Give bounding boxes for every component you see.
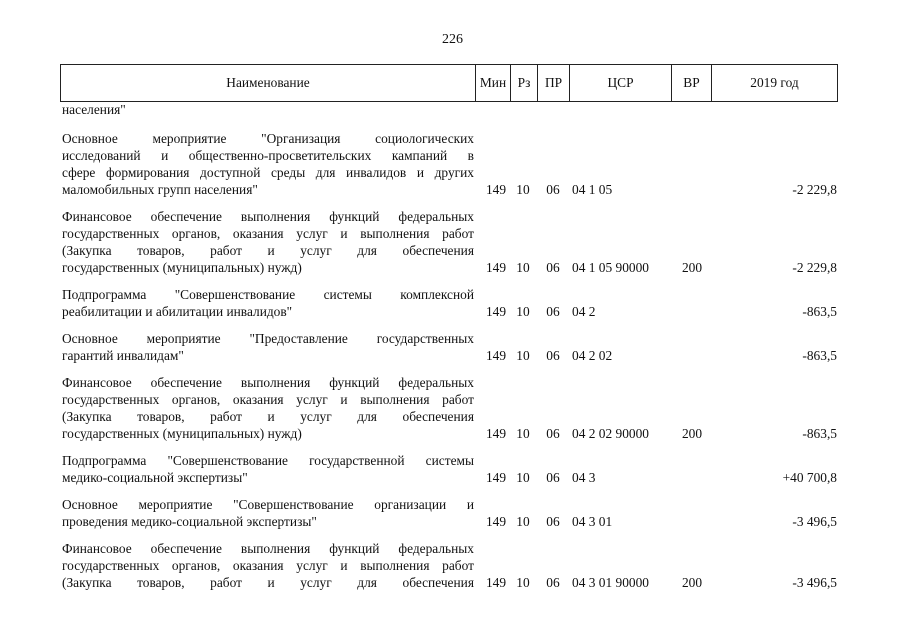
row-pr: 06 [546, 514, 560, 529]
row-amount: -2 229,8 [792, 182, 837, 197]
row-csr: 04 3 [572, 470, 596, 485]
row-name-line: Финансовое обеспечение выполнения функций федеральных [62, 209, 474, 224]
row-name-line: маломобильных групп населения" [62, 182, 258, 197]
row-min: 149 [485, 348, 507, 363]
row-pr: 06 [546, 575, 560, 590]
table-row [60, 208, 840, 276]
row-name-line: сфере формирования доступной среды для инвалидов и других [62, 165, 474, 180]
row-vr: 200 [681, 260, 703, 275]
row-name-line: проведения медико-социальной экспертизы" [62, 514, 317, 529]
row-min: 149 [485, 182, 507, 197]
row-name-line: Подпрограмма "Совершенствование государственной системы [62, 453, 474, 468]
row-vr: 200 [681, 426, 703, 441]
row-amount: -863,5 [802, 426, 837, 441]
table-body [60, 101, 840, 601]
row-csr: 04 1 05 [572, 182, 613, 197]
row-amount: -863,5 [802, 348, 837, 363]
row-name-line: государственных органов, оказания услуг и выполнения работ [62, 392, 474, 407]
row-rz: 10 [516, 575, 530, 590]
page-number: 226 [442, 32, 463, 47]
table-row [60, 330, 840, 364]
row-rz: 10 [516, 304, 530, 319]
row-pr: 06 [546, 470, 560, 485]
row-min: 149 [485, 575, 507, 590]
header-name: Наименование [61, 65, 476, 102]
row-amount: +40 700,8 [782, 470, 837, 485]
row-pr: 06 [546, 426, 560, 441]
row-amount: -3 496,5 [792, 514, 837, 529]
row-min: 149 [485, 470, 507, 485]
row-pr: 06 [546, 260, 560, 275]
row-name [60, 208, 474, 276]
row-name [60, 330, 474, 364]
header-vr: ВР [672, 65, 712, 102]
row-csr: 04 2 [572, 304, 596, 319]
row-rz: 10 [516, 470, 530, 485]
row-amount: -2 229,8 [792, 260, 837, 275]
row-rz: 10 [516, 514, 530, 529]
continuation-text: населения" [62, 102, 126, 117]
row-name-line: Финансовое обеспечение выполнения функций федеральных [62, 541, 474, 556]
row-name [60, 496, 474, 530]
row-csr: 04 3 01 [572, 514, 613, 529]
row-csr: 04 2 02 90000 [572, 426, 649, 441]
row-name-line: гарантий инвалидам" [62, 348, 184, 363]
row-name-line: Основное мероприятие "Предоставление государственных [62, 331, 474, 346]
row-min: 149 [485, 304, 507, 319]
row-pr: 06 [546, 182, 560, 197]
row-name [60, 540, 474, 591]
row-rz: 10 [516, 260, 530, 275]
row-rz: 10 [516, 182, 530, 197]
row-name-line: государственных (муниципальных) нужд) [62, 260, 302, 275]
table-header [60, 64, 838, 102]
row-vr: 200 [681, 575, 703, 590]
table-row [60, 130, 840, 198]
continuation-row [60, 101, 840, 118]
row-name-line: (Закупка товаров, работ и услуг для обеспечения [62, 243, 474, 258]
row-name-line: Финансовое обеспечение выполнения функций федеральных [62, 375, 474, 390]
row-name-line: реабилитации и абилитации инвалидов" [62, 304, 293, 319]
row-min: 149 [485, 426, 507, 441]
row-min: 149 [485, 260, 507, 275]
header-year: 2019 год [712, 65, 838, 102]
table-row [60, 540, 840, 591]
row-name-line: государственных органов, оказания услуг и выполнения работ [62, 226, 474, 241]
rows-container [60, 130, 840, 591]
row-csr: 04 1 05 90000 [572, 260, 649, 275]
table-row [60, 452, 840, 486]
table-row [60, 374, 840, 442]
row-min: 149 [485, 514, 507, 529]
header-rz: Рз [511, 65, 538, 102]
row-name-line: государственных органов, оказания услуг и выполнения работ [62, 558, 474, 573]
header-min: Мин [476, 65, 511, 102]
table-row [60, 496, 840, 530]
row-pr: 06 [546, 304, 560, 319]
row-name-line: Основное мероприятие "Совершенствование организации и [62, 497, 474, 512]
header-csr: ЦСР [570, 65, 672, 102]
row-name [60, 130, 474, 198]
row-pr: 06 [546, 348, 560, 363]
row-name-line: (Закупка товаров, работ и услуг для обеспечения [62, 575, 474, 590]
row-name-line: Основное мероприятие "Организация социологических [62, 131, 474, 146]
row-name [60, 452, 474, 486]
row-name-line: (Закупка товаров, работ и услуг для обеспечения [62, 409, 474, 424]
row-name [60, 286, 474, 320]
table-row [60, 286, 840, 320]
header-pr: ПР [538, 65, 570, 102]
row-rz: 10 [516, 426, 530, 441]
row-name-line: Подпрограмма "Совершенствование системы комплексной [62, 287, 474, 302]
row-amount: -863,5 [802, 304, 837, 319]
row-name-line: государственных (муниципальных) нужд) [62, 426, 302, 441]
row-name [60, 374, 474, 442]
row-amount: -3 496,5 [792, 575, 837, 590]
row-rz: 10 [516, 348, 530, 363]
row-csr: 04 2 02 [572, 348, 613, 363]
row-name-line: медико-социальной экспертизы" [62, 470, 248, 485]
row-name-line: исследований и общественно-просветительских кампаний в [62, 148, 474, 163]
row-csr: 04 3 01 90000 [572, 575, 649, 590]
